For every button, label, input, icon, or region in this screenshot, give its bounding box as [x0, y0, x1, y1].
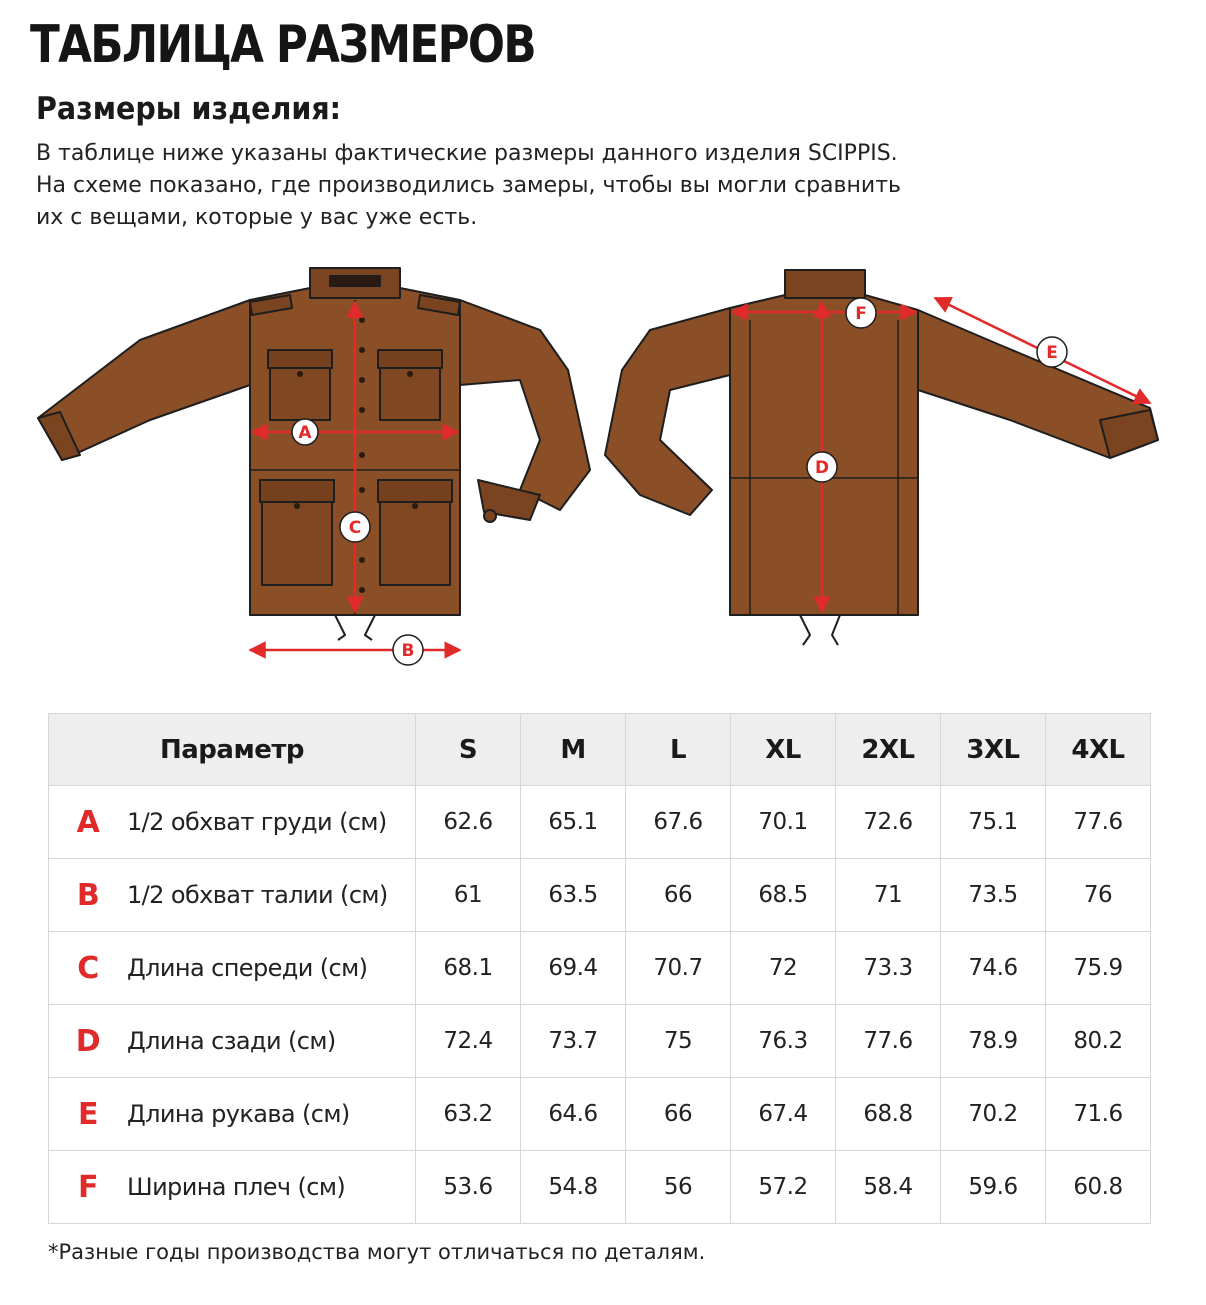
size-value-cell: 68.5	[731, 859, 836, 932]
section-subtitle: Размеры изделия:	[36, 91, 342, 127]
table-row	[49, 1151, 1151, 1224]
svg-text:D: D	[814, 458, 830, 478]
table-row	[49, 786, 1151, 859]
svg-text:F: F	[855, 304, 867, 324]
size-value-cell: 67.6	[626, 786, 731, 859]
marker-d	[807, 452, 837, 482]
svg-text:B: B	[401, 641, 415, 661]
size-value-cell: 73.7	[521, 1005, 626, 1078]
size-value-cell: 54.8	[521, 1151, 626, 1224]
parameter-cell	[49, 1151, 416, 1224]
intro-line: На схеме показано, где производились замеры, чтобы вы могли сравнить	[36, 173, 901, 198]
size-value-cell: 59.6	[941, 1151, 1046, 1224]
size-value-cell: 70.2	[941, 1078, 1046, 1151]
column-header-size: M	[521, 714, 626, 786]
size-value-cell: 71	[836, 859, 941, 932]
size-value-cell: 65.1	[521, 786, 626, 859]
parameter-cell	[49, 786, 416, 859]
size-value-cell: 71.6	[1046, 1078, 1151, 1151]
parameter-label: Длина рукава (см)	[127, 1100, 350, 1128]
size-value-cell: 80.2	[1046, 1005, 1151, 1078]
size-value-cell: 76.3	[731, 1005, 836, 1078]
column-header-size: XL	[731, 714, 836, 786]
size-value-cell: 74.6	[941, 932, 1046, 1005]
size-value-cell: 70.7	[626, 932, 731, 1005]
size-value-cell: 68.1	[416, 932, 521, 1005]
parameter-cell	[49, 859, 416, 932]
svg-text:E: E	[1046, 343, 1058, 363]
size-value-cell: 69.4	[521, 932, 626, 1005]
size-value-cell: 66	[626, 859, 731, 932]
table-row	[49, 932, 1151, 1005]
column-header-size: L	[626, 714, 731, 786]
size-value-cell: 72.4	[416, 1005, 521, 1078]
size-value-cell: 73.5	[941, 859, 1046, 932]
size-value-cell: 56	[626, 1151, 731, 1224]
parameter-letter: F	[78, 1169, 98, 1205]
size-value-cell: 61	[416, 859, 521, 932]
table-row	[49, 1078, 1151, 1151]
size-value-cell: 77.6	[836, 1005, 941, 1078]
size-value-cell: 68.8	[836, 1078, 941, 1151]
size-value-cell: 75.9	[1046, 932, 1151, 1005]
parameter-letter: D	[75, 1023, 101, 1059]
intro-line: В таблице ниже указаны фактические размеры данного изделия SCIPPIS.	[36, 141, 898, 166]
size-value-cell: 53.6	[416, 1151, 521, 1224]
column-header-size: 2XL	[836, 714, 941, 786]
size-value-cell: 62.6	[416, 786, 521, 859]
parameter-label: 1/2 обхват талии (см)	[127, 881, 388, 909]
size-value-cell: 60.8	[1046, 1151, 1151, 1224]
parameter-letter: A	[76, 804, 100, 840]
jacket-front-illustration	[38, 268, 590, 640]
size-value-cell: 73.3	[836, 932, 941, 1005]
page-title: ТАБЛИЦА РАЗМЕРОВ	[30, 15, 535, 75]
marker-c	[340, 512, 370, 542]
marker-e	[1037, 337, 1067, 367]
size-value-cell: 72	[731, 932, 836, 1005]
table-row	[49, 859, 1151, 932]
size-value-cell: 76	[1046, 859, 1151, 932]
parameter-label: 1/2 обхват груди (см)	[127, 808, 387, 836]
column-header-parameter: Параметр	[49, 714, 416, 786]
size-value-cell: 58.4	[836, 1151, 941, 1224]
svg-text:A: A	[298, 423, 312, 443]
size-value-cell: 75.1	[941, 786, 1046, 859]
size-value-cell: 63.2	[416, 1078, 521, 1151]
jacket-measurement-diagram	[0, 250, 1206, 690]
size-value-cell: 66	[626, 1078, 731, 1151]
column-header-size: 3XL	[941, 714, 1046, 786]
size-value-cell: 64.6	[521, 1078, 626, 1151]
intro-line: их с вещами, которые у вас уже есть.	[36, 205, 478, 230]
svg-text:C: C	[348, 518, 362, 538]
size-table	[48, 713, 1151, 1224]
column-header-size: 4XL	[1046, 714, 1151, 786]
intro-text	[36, 138, 901, 234]
size-value-cell: 63.5	[521, 859, 626, 932]
table-header-row	[49, 714, 1151, 786]
parameter-letter: C	[77, 950, 99, 986]
column-header-size: S	[416, 714, 521, 786]
parameter-cell	[49, 932, 416, 1005]
marker-f	[846, 298, 876, 328]
parameter-letter: B	[76, 877, 100, 913]
parameter-label: Длина сзади (см)	[127, 1027, 336, 1055]
marker-a	[292, 419, 318, 445]
parameter-label: Ширина плеч (см)	[127, 1173, 346, 1201]
footnote: *Разные годы производства могут отличаться по деталям.	[48, 1240, 706, 1264]
size-value-cell: 67.4	[731, 1078, 836, 1151]
table-row	[49, 1005, 1151, 1078]
size-value-cell: 57.2	[731, 1151, 836, 1224]
size-value-cell: 70.1	[731, 786, 836, 859]
marker-b	[393, 635, 423, 665]
size-value-cell: 78.9	[941, 1005, 1046, 1078]
parameter-cell	[49, 1005, 416, 1078]
parameter-letter: E	[78, 1096, 98, 1132]
parameter-cell	[49, 1078, 416, 1151]
size-value-cell: 77.6	[1046, 786, 1151, 859]
jacket-back-illustration	[605, 270, 1158, 645]
parameter-label: Длина спереди (см)	[127, 954, 368, 982]
size-value-cell: 75	[626, 1005, 731, 1078]
size-value-cell: 72.6	[836, 786, 941, 859]
